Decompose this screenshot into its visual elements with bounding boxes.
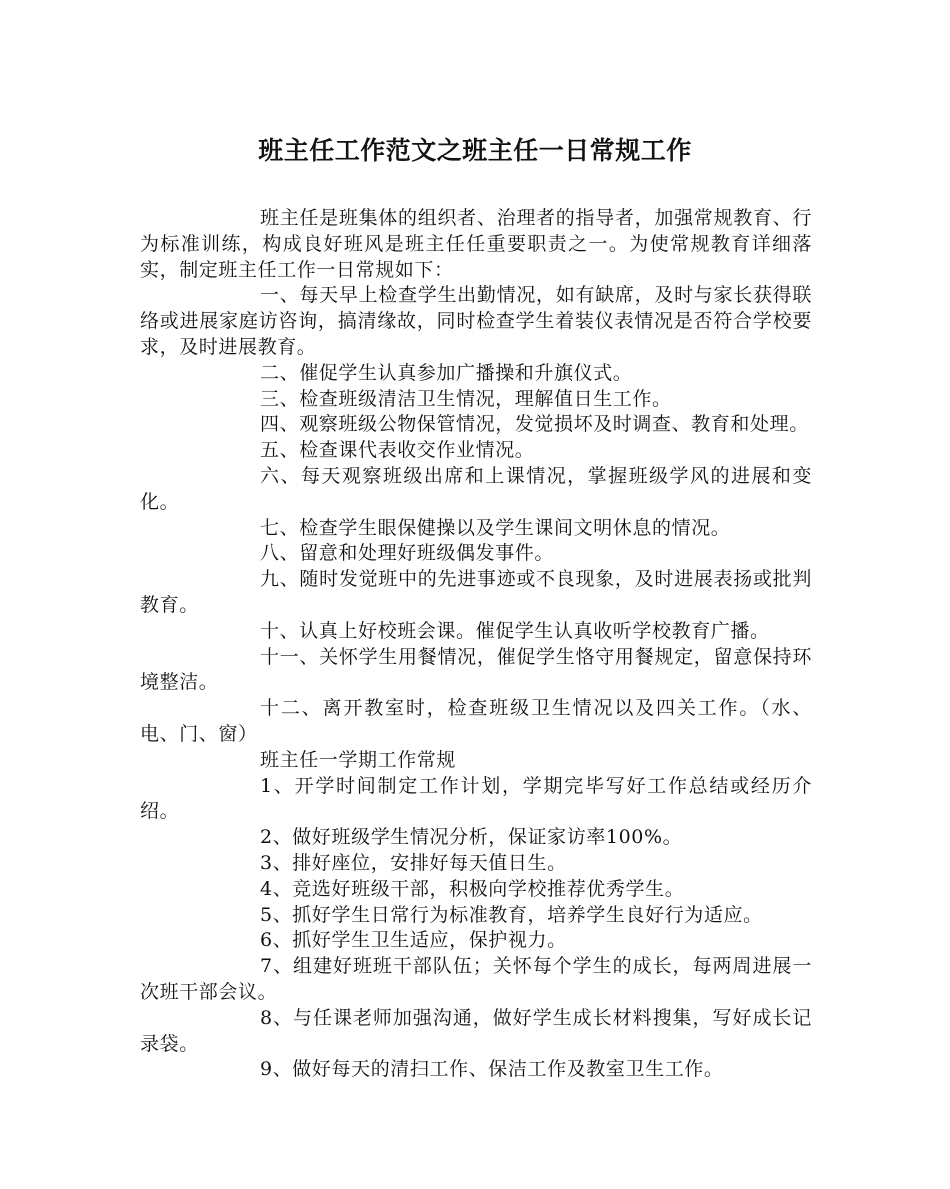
document-title: 班主任工作范文之班主任一日常规工作: [258, 136, 692, 165]
semester-item-3: 3、排好座位，安排好每天值日生。: [260, 851, 567, 874]
semester-item-5: 5、抓好学生日常行为标准教育，培养学生良好行为适应。: [260, 903, 763, 926]
semester-item-7: 7、组建好班班干部队伍；关怀每个学生的成长，每两周进展一次班干部会议。: [140, 955, 812, 1003]
paragraph-item-4: 四、观察班级公物保管情况，发觉损坏及时调查、教育和处理。: [260, 413, 809, 436]
paragraph-item-7: 七、检查学生眼保健操以及学生课间文明休息的情况。: [260, 516, 731, 539]
paragraph-item-9: 九、随时发觉班中的先进事迹或不良现象，及时进展表扬或批判教育。: [140, 568, 812, 616]
semester-item-2: 2、做好班级学生情况分析，保证家访率100%。: [260, 826, 683, 849]
paragraph-item-6: 六、每天观察班级出席和上课情况，掌握班级学风的进展和变化。: [140, 464, 812, 513]
paragraph-item-2: 二、催促学生认真参加广播操和升旗仪式。: [260, 361, 633, 384]
paragraph-intro: 班主任是班集体的组织者、治理者的指导者，加强常规教育、行为标准训练，构成良好班风是班主任任重要职责之一。为使常规教育详细落实，制定班主任工作一日常规如下：: [140, 207, 812, 281]
paragraph-item-10: 十、认真上好校班会课。催促学生认真收听学校教育广播。: [260, 619, 770, 642]
paragraph-item-3: 三、检查班级清洁卫生情况，理解值日生工作。: [260, 387, 672, 410]
semester-item-1: 1、开学时间制定工作计划，学期完毕写好工作总结或经历介绍。: [140, 774, 812, 823]
paragraph-item-1: 一、每天早上检查学生出勤情况，如有缺席，及时与家长获得联络或进展家庭访咨询，搞清缘故，同时检查学生着装仪表情况是否符合学校要求，及时进展教育。: [140, 284, 812, 358]
paragraph-item-8: 八、留意和处理好班级偶发事件。: [260, 542, 555, 565]
document-body: [140, 206, 812, 1083]
paragraph-item-11: 十一、关怀学生用餐情况，催促学生恪守用餐规定，留意保持环境整洁。: [140, 645, 812, 694]
paragraph-item-12: 十二、离开教室时，检查班级卫生情况以及四关工作。（水、电、门、窗）: [140, 697, 812, 745]
section-heading-semester: 班主任一学期工作常规: [260, 748, 457, 771]
semester-item-4: 4、竞选好班级干部，积极向学校推荐优秀学生。: [260, 877, 685, 900]
semester-item-6: 6、抓好学生卫生适应，保护视力。: [260, 929, 567, 952]
paragraph-item-5: 五、检查课代表收交作业情况。: [260, 439, 535, 462]
semester-item-8: 8、与任课老师加强沟通，做好学生成长材料搜集，写好成长记录袋。: [140, 1006, 812, 1055]
semester-item-9: 9、做好每天的清扫工作、保洁工作及教室卫生工作。: [260, 1058, 724, 1081]
